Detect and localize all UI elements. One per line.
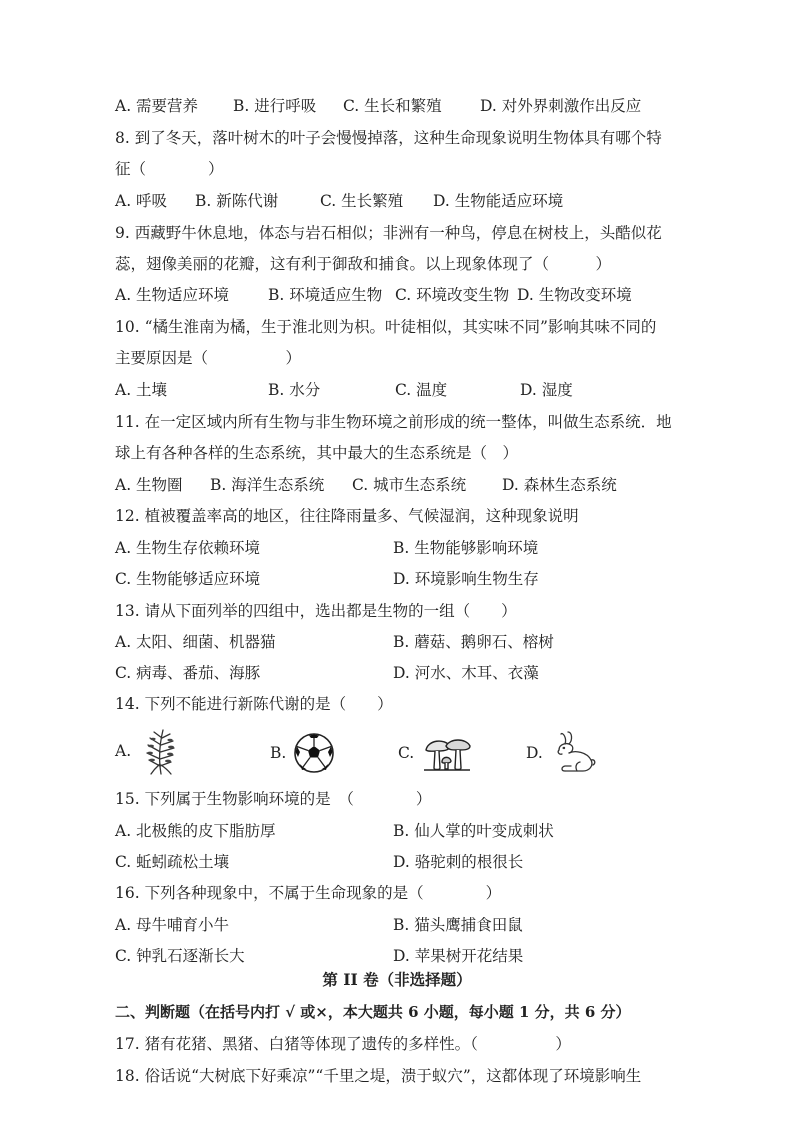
q13-option-c: C. 病毒、番茄、海豚	[115, 664, 261, 682]
q16-option-b: B. 猫头鹰捕食田鼠	[393, 916, 523, 934]
q15-option-b: B. 仙人掌的叶变成刺状	[393, 822, 554, 840]
q14-option-d-label: D.	[526, 744, 543, 762]
q13-option-d: D. 河水、木耳、衣藻	[393, 664, 539, 682]
q16-stem-line1: 16. 下列各种现象中，不属于生命现象的是（ ）	[115, 884, 502, 902]
q17-stem-line1: 17. 猪有花猪、黑猪、白猪等体现了遗传的多样性。（ ）	[115, 1035, 571, 1053]
soccer-ball-icon	[292, 731, 336, 775]
q9-option-c: C. 环境改变生物	[395, 286, 510, 304]
q15-stem-line1: 15. 下列属于生物影响环境的是 （ ）	[115, 790, 432, 808]
mushroom-icon	[420, 732, 474, 774]
q15-option-c: C. 蚯蚓疏松土壤	[115, 853, 230, 871]
q11-stem-line2: 球上有各种各样的生态系统，其中最大的生态系统是（ ）	[115, 444, 519, 462]
q14-option-c-label: C.	[398, 744, 415, 762]
q8-option-d: D. 生物能适应环境	[433, 192, 564, 210]
q16-option-c: C. 钟乳石逐渐长大	[115, 947, 245, 965]
q8-stem-line2: 征（ ）	[115, 160, 224, 178]
q10-stem-line2: 主要原因是（ ）	[115, 349, 302, 367]
q16-option-d: D. 苹果树开花结果	[393, 947, 524, 965]
q9-option-d: D. 生物改变环境	[517, 286, 632, 304]
q9-option-b: B. 环境适应生物	[268, 286, 383, 304]
q12-stem-line1: 12. 植被覆盖率高的地区，往往降雨量多、气候湿润，这种现象说明	[115, 507, 579, 525]
q8-stem-line1: 8. 到了冬天，落叶树木的叶子会慢慢掉落，这种生命现象说明生物体具有哪个特	[115, 129, 662, 147]
q13-option-b: B. 蘑菇、鹅卵石、榕树	[393, 633, 554, 651]
rabbit-icon	[549, 730, 599, 776]
q12-option-a: A. 生物生存依赖环境	[115, 539, 261, 557]
q15-option-d: D. 骆驼刺的根很长	[393, 853, 524, 871]
q9-option-a: A. 生物适应环境	[115, 286, 230, 304]
q10-option-c: C. 温度	[395, 381, 448, 399]
q11-option-c: C. 城市生态系统	[352, 476, 467, 494]
q10-option-d: D. 湿度	[520, 381, 573, 399]
q16-option-a: A. 母牛哺育小牛	[115, 916, 230, 934]
q10-option-a: A. 土壤	[115, 381, 168, 399]
q14-option-c	[398, 732, 474, 774]
q10-stem-line1: 10. “橘生淮南为橘，生于淮北则为枳。叶徒相似，其实味不同”影响其味不同的	[115, 318, 657, 336]
q12-option-c: C. 生物能够适应环境	[115, 570, 261, 588]
q18-stem-line1: 18. 俗话说“大树底下好乘凉”“千里之堤，溃于蚁穴”，这都体现了环境影响生	[115, 1067, 642, 1085]
q13-option-a: A. 太阳、细菌、机器猫	[115, 633, 276, 651]
q9-stem-line1: 9. 西藏野牛休息地，体态与岩石相似；非洲有一种鸟，停息在树枝上，头酷似花	[115, 224, 662, 242]
q7-option-b: B. 进行呼吸	[233, 97, 317, 115]
q7-option-d: D. 对外界刺激作出反应	[480, 97, 642, 115]
q9-stem-line2: 蕊，翅像美丽的花瓣，这有利于御敌和捕食。以上现象体现了（ ）	[115, 255, 612, 273]
q14-option-b	[270, 731, 336, 775]
q8-option-c: C. 生长繁殖	[320, 192, 404, 210]
q7-option-a: A. 需要营养	[115, 97, 199, 115]
section-2-heading: 二、判断题（在括号内打 √ 或×，本大题共 6 小题，每小题 1 分，共 6 分）	[115, 1003, 631, 1021]
q12-option-b: B. 生物能够影响环境	[393, 539, 539, 557]
q14-stem-line1: 14. 下列不能进行新陈代谢的是（ ）	[115, 695, 393, 713]
section-2-title: 第 II 卷（非选择题）	[322, 970, 472, 989]
q11-option-a: A. 生物圈	[115, 476, 183, 494]
q14-option-d	[526, 730, 599, 776]
q10-option-b: B. 水分	[268, 381, 321, 399]
q14-option-a-label: A.	[115, 742, 132, 760]
q15-option-a: A. 北极熊的皮下脂肪厚	[115, 822, 276, 840]
q12-option-d: D. 环境影响生物生存	[393, 570, 539, 588]
q13-stem-line1: 13. 请从下面列举的四组中，选出都是生物的一组（ ）	[115, 602, 517, 620]
q7-option-c: C. 生长和繁殖	[343, 97, 442, 115]
q11-stem-line1: 11. 在一定区域内所有生物与非生物环境之前形成的统一整体，叫做生态系统．地	[115, 413, 672, 431]
q11-option-b: B. 海洋生态系统	[210, 476, 325, 494]
fern-icon	[137, 726, 185, 776]
q8-option-a: A. 呼吸	[115, 192, 168, 210]
q14-option-a	[115, 726, 185, 776]
q8-option-b: B. 新陈代谢	[195, 192, 279, 210]
q14-option-b-label: B.	[270, 744, 287, 762]
q11-option-d: D. 森林生态系统	[502, 476, 617, 494]
